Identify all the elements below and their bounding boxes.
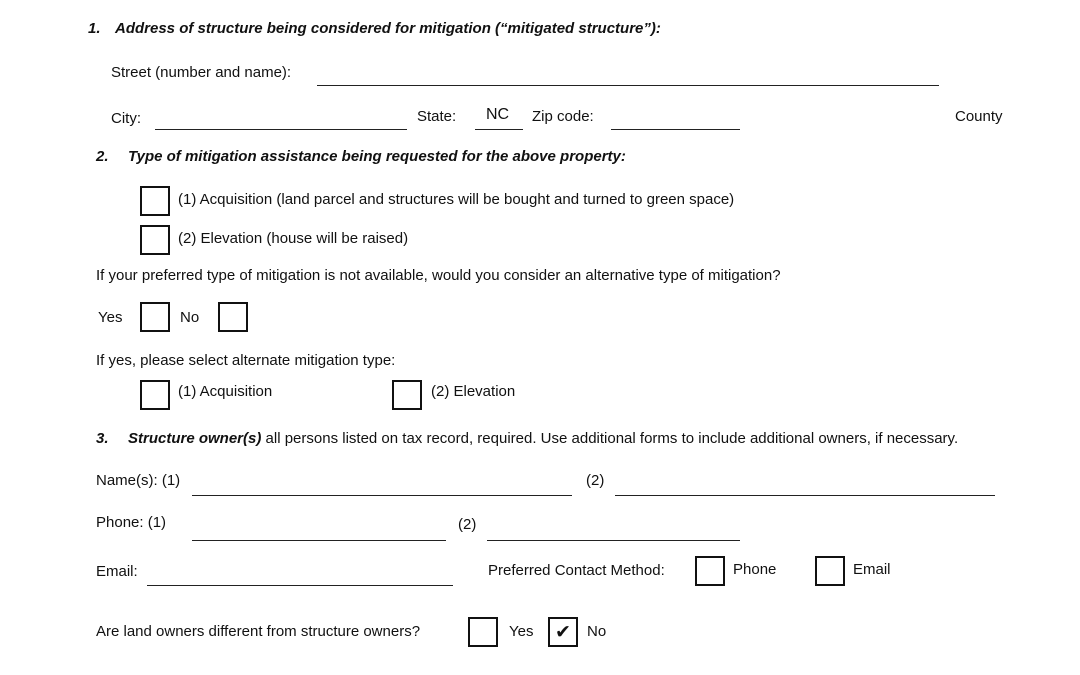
name-2-field[interactable] (615, 495, 995, 496)
county-label: County (955, 108, 1003, 125)
alternative-yes-checkbox[interactable] (140, 302, 170, 332)
street-label: Street (number and name): (111, 64, 292, 81)
alternative-no-label: No (180, 309, 200, 326)
land-owner-question: Are land owners different from structure owners? (96, 623, 421, 640)
zip-field[interactable] (611, 129, 740, 130)
alternative-yes-label: Yes (98, 309, 123, 326)
contact-email-label: Email (853, 561, 891, 578)
land-owner-no-label: No (587, 623, 607, 640)
city-field[interactable] (155, 129, 407, 130)
section-3-heading: Structure owner(s) (128, 430, 262, 447)
contact-phone-checkbox[interactable] (695, 556, 725, 586)
alternate-elevation-checkbox[interactable] (392, 380, 422, 410)
alternate-acquisition-checkbox[interactable] (140, 380, 170, 410)
land-owner-yes-label: Yes (509, 623, 534, 640)
section-2-heading: Type of mitigation assistance being requested for the above property: (128, 148, 626, 165)
section-2-number: 2. (96, 148, 109, 165)
email-field[interactable] (147, 585, 453, 586)
name-1-field[interactable] (192, 495, 572, 496)
section-1-number: 1. (88, 20, 101, 37)
land-owner-no-checkbox[interactable] (548, 617, 578, 647)
land-owner-yes-checkbox[interactable] (468, 617, 498, 647)
elevation-option-label: (2) Elevation (house will be raised) (178, 230, 409, 247)
phone-1-field[interactable] (192, 540, 446, 541)
state-field[interactable] (475, 129, 523, 130)
acquisition-option-label: (1) Acquisition (land parcel and structures will be bought and turned to green space) (178, 191, 735, 208)
city-label: City: (111, 110, 141, 127)
contact-phone-label: Phone (733, 561, 777, 578)
state-label: State: (417, 108, 457, 125)
alternate-type-label: If yes, please select alternate mitigation type: (96, 352, 396, 369)
section-3-heading-line (128, 430, 958, 448)
alternate-elevation-label: (2) Elevation (431, 383, 516, 400)
elevation-checkbox[interactable] (140, 225, 170, 255)
section-3-number: 3. (96, 430, 109, 447)
check-mark-icon: ✔ (555, 621, 571, 643)
phone-label: Phone: (1) (96, 514, 167, 531)
zip-label: Zip code: (532, 108, 594, 125)
alternative-question: If your preferred type of mitigation is not available, would you consider an alternative type of mitigation? (96, 267, 781, 284)
acquisition-checkbox[interactable] (140, 186, 170, 216)
state-value: NC (486, 106, 510, 123)
street-field[interactable] (317, 85, 939, 86)
names-label: Name(s): (1) (96, 472, 181, 489)
contact-method-label: Preferred Contact Method: (488, 562, 665, 579)
section-1-heading: Address of structure being considered for mitigation (“mitigated structure”): (115, 20, 661, 37)
contact-email-checkbox[interactable] (815, 556, 845, 586)
names-2-label: (2) (586, 472, 605, 489)
phone-2-label: (2) (458, 516, 477, 533)
email-label: Email: (96, 563, 138, 580)
alternative-no-checkbox[interactable] (218, 302, 248, 332)
section-3-heading-rest: all persons listed on tax record, required. Use additional forms to include additional owners, if necessary. (265, 430, 959, 447)
alternate-acquisition-label: (1) Acquisition (178, 383, 273, 400)
phone-2-field[interactable] (487, 540, 740, 541)
